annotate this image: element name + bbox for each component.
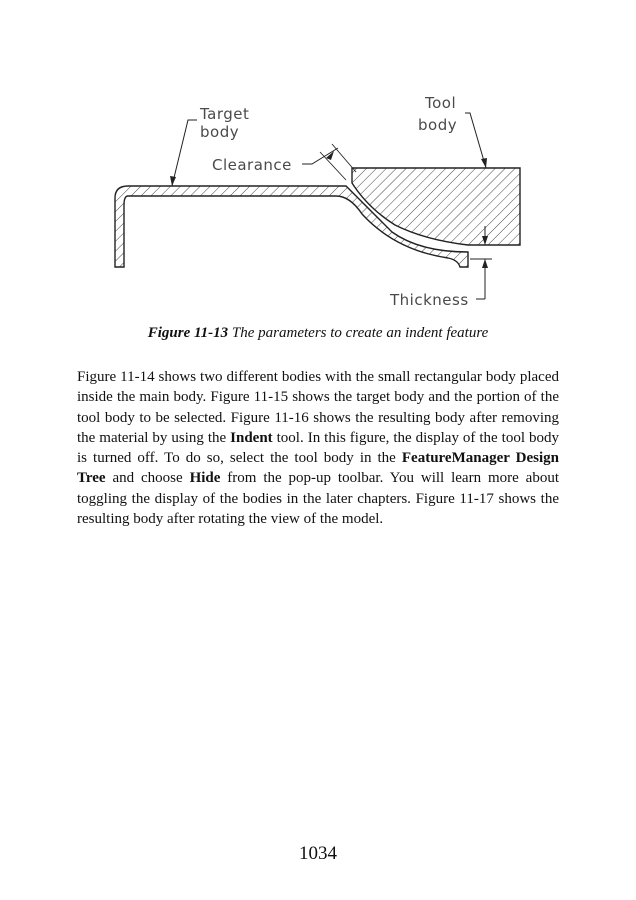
indent-parameters-figure: [100, 88, 540, 313]
feature-manager-term: FeatureManager Design Tree: [77, 450, 559, 487]
figure-caption-text: The parameters to create an indent feature: [228, 325, 489, 341]
target-label-line2: body: [200, 123, 240, 141]
paragraph-text-3: and choose: [105, 470, 190, 487]
tool-label-line1: Tool: [425, 94, 457, 112]
target-label-line1: Target: [200, 105, 250, 123]
clearance-label: Clearance: [212, 156, 292, 174]
figure-caption-number: Figure 11-13: [147, 325, 229, 341]
target-body-leader: [172, 120, 197, 186]
thickness-label: Thickness: [390, 291, 469, 309]
body-paragraph: [77, 367, 559, 529]
indent-term: Indent: [230, 429, 273, 446]
paragraph-text-2: tool. In this figure, the display of the tool body is turned off. To do so, select the tool body in the: [77, 429, 559, 467]
indent-diagram: [100, 88, 540, 313]
paragraph-text-4: from the pop-up toolbar. You will learn more about toggling the display of the bodies in the later chapters. Figure 11-17 shows the resulting body after rotating the view of the model.: [77, 470, 559, 528]
page-number: 1034: [299, 843, 337, 864]
tool-label-line2: body: [418, 116, 458, 134]
hide-term: Hide: [189, 470, 221, 487]
tool-body-shape: [352, 168, 520, 245]
figure-caption: [0, 325, 636, 342]
paragraph-text-1: Figure 11-14 shows two different bodies with the small rectangular body placed inside the main body. Figure 11-15 shows the target body and the portion of the tool body to be selected. Figure 11-16 shows the resulting body after removing the material by using the: [77, 369, 559, 446]
clearance-leader: [302, 148, 338, 164]
